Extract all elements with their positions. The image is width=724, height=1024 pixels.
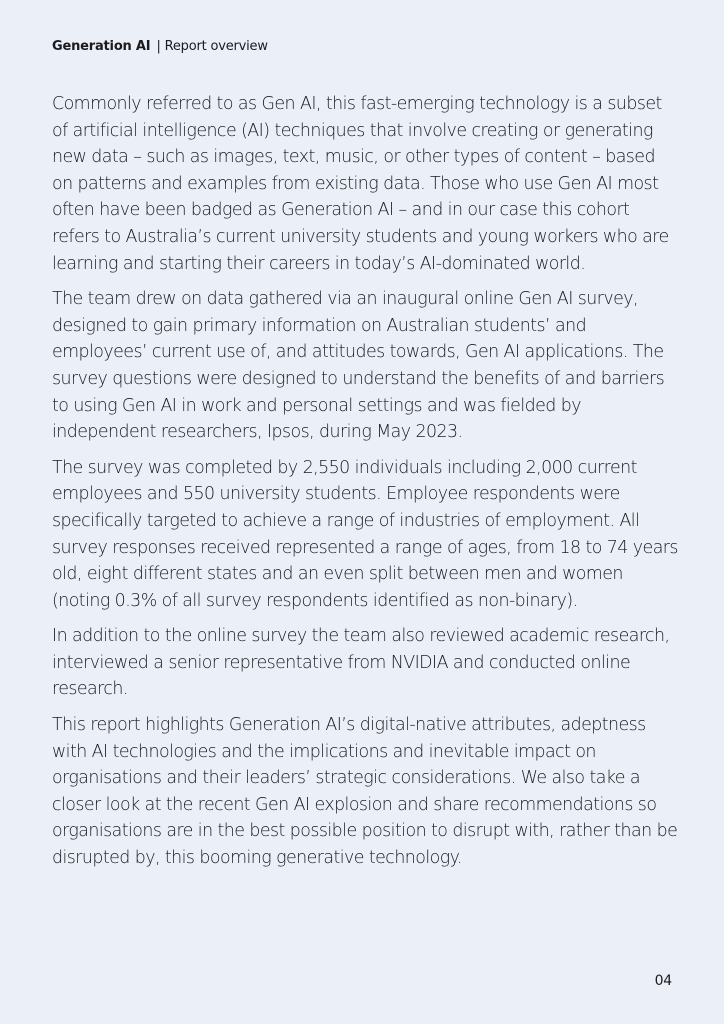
section-title: Report overview [164, 39, 268, 54]
paragraph-additional-research: In addition to the online survey the team also reviewed academic research, interviewed a senior representative from NVIDIA and conducted online research. [52, 626, 670, 700]
paragraph-gen-ai-definition: Commonly referred to as Gen AI, this fast-emerging technology is a subset of artificial intelligence (AI) techniques that involve creating or generating new data – such as images, text, music, or other types of content – based on patterns and examples from existing data. Those who use Gen AI most often have been badged as Generation AI – and in our case this cohort refers to Australia’s current university students and young workers who are learning and starting their careers in today’s AI-dominated world. [52, 94, 669, 274]
paragraph-report-summary: This report highlights Generation AI’s digital-native attributes, adeptness with AI technologies and the implications and inevitable impact on organisations and their leaders’ strategic considerations. We also take a closer look at the recent Gen AI explosion and share recommendations so organisations are in the best possible position to disrupt with, rather than be disrupted by, this booming generative technology. [52, 715, 678, 869]
running-header [52, 38, 268, 56]
page-number: 04 [654, 973, 672, 989]
header-separator: | [156, 39, 161, 54]
paragraph-survey-method: The team drew on data gathered via an inaugural online Gen AI survey, designed to gain primary information on Australian students’ and employees’ current use of, and attitudes towards, Gen AI applications. The survey questions were designed to understand the benefits of and barriers to using Gen AI in work and personal settings and was fielded by independent researchers, Ipsos, during May 2023. [52, 289, 665, 443]
report-brand: Generation AI [52, 39, 151, 54]
paragraph-survey-respondents: The survey was completed by 2,550 individuals including 2,000 current employees and 550 university students. Employee respondents were specifically targeted to achieve a range of industries of employment. All survey responses received represented a range of ages, from 18 to 74 years old, eight different states and an even split between men and women (noting 0.3% of all survey respondents identified as non-binary). [52, 457, 678, 611]
body-text [52, 91, 680, 881]
